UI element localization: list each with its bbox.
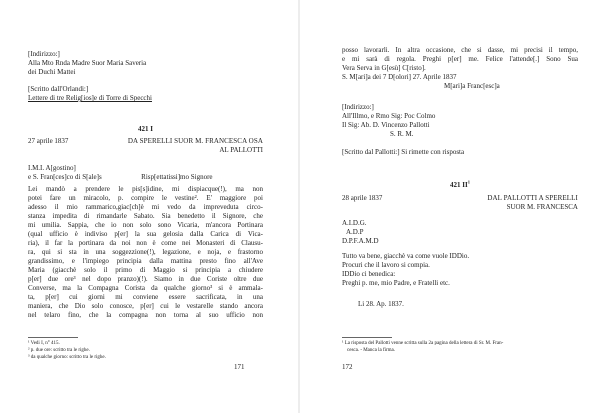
footnote: ² p. due ore: scritto tra le righe. <box>28 348 90 353</box>
invocation-line: I.M.I. A[gostino] <box>28 164 76 172</box>
page-number: 172 <box>342 363 353 371</box>
letter-body <box>28 185 263 320</box>
document-number-footnote-ref: 1 <box>467 179 470 185</box>
body-line: Maria (giacchè solo il primo di Maggio si principia a chiudere <box>28 266 263 274</box>
document-date: 27 aprile 1837 <box>28 137 69 145</box>
invocation-line: A.I.D.G. <box>342 219 367 227</box>
body-line: Procuri che il lavoro si compia. <box>342 261 430 269</box>
body-line: posso lavorarli. In altra occasione, che si dasse, mi precisi il tempo, <box>342 46 578 54</box>
body-line: maniera, che Dio solo conosce, p[er] cui le vestarelle stando ancora <box>28 302 263 310</box>
signoff-line: S. M[ari]a dei 7 D[olori] 27. Aprile 1837 <box>342 73 457 81</box>
letter-continuation <box>342 46 578 91</box>
footnote: cesca. - Manca la firma. <box>347 348 396 353</box>
invocation-line <box>28 173 263 182</box>
invocation-line: A.D.P <box>346 228 364 236</box>
footnote: ¹ La risposta del Pallotti venne scritta sulla 2a pagina della lettera di Sr. M. Fran- <box>342 341 504 346</box>
archive-label: [Scritto dall'Orlandi:] <box>28 85 89 93</box>
document-number: 421 I <box>138 125 153 133</box>
address-label: [Indirizzo:] <box>342 103 374 111</box>
footnotes <box>28 340 263 361</box>
body-line: IDDio ci benedica: <box>342 270 396 278</box>
invocation-line: D.P.F.A.M.D <box>342 237 379 245</box>
body-line: Tutto va bene, giacchè va come vuole IDDio. <box>342 252 470 260</box>
document-title-line2: SUOR M. FRANCESCA <box>506 203 578 211</box>
body-line: grandissimo, e l'impiego principia dalla mattina presto fino all'Ave <box>28 257 263 265</box>
document-date: 28 aprile 1837 <box>342 194 383 202</box>
footnotes <box>342 340 578 354</box>
archive-note-text: [Scritto dal Pallotti:] Si rimette con risposta <box>342 148 465 156</box>
footnote-divider <box>28 337 78 338</box>
body-line: Vera Serva in G[esù] C[risto]. <box>342 64 426 72</box>
document-title-line1: DA SPERELLI SUOR M. FRANCESCA OSA <box>127 137 263 145</box>
invocation <box>28 164 263 182</box>
archive-note <box>342 148 578 157</box>
document-heading <box>28 137 263 155</box>
right-page <box>300 0 599 413</box>
closing-line: Li 28. Ap. 1837. <box>358 300 404 308</box>
invocation <box>342 219 578 246</box>
address-line: S. R. M. <box>390 130 414 138</box>
signature: M[ari]a Franc[esc]a <box>444 82 500 90</box>
body-line: Lei mandò a prendere le pis[s]idine, mi dispiacque(!), ma non <box>28 185 263 193</box>
footnote-divider <box>342 337 392 338</box>
footnote: ³ da qualche giorno: scritto tra le righe. <box>28 355 106 360</box>
left-page <box>0 0 299 413</box>
address-block <box>342 103 578 139</box>
document-heading <box>342 194 578 212</box>
body-line: nel telaro fino, che la compagna non torna al suo ufficio non <box>28 311 263 319</box>
address-line: Il Sig: Ab. D. Vincenzo Pallotti <box>342 121 430 129</box>
address-line: Alla Mto Rnda Madre Suor Maria Saveria <box>28 59 147 67</box>
body-line: mi umilia. Sappia, che io non solo sono Vicaria, m'ancora Portinara <box>28 221 263 229</box>
body-line: (qual ufficio è indiviso p[er] la sua gelosia dalla Carica di Vica- <box>28 230 263 238</box>
salutation: Risp[ettatissi]mo Signore <box>141 173 213 181</box>
address-line: All'Illmo, e Rmo Sig: Poc Colmo <box>342 112 436 120</box>
document-title-line1: DAL PALLOTTI A SPERELLI <box>487 194 578 202</box>
closing-date <box>358 300 578 309</box>
body-line: stanza impedita di rimandarle Sabato. Sia benedetto il Signore, che <box>28 212 263 220</box>
body-line: Converse, ma la Compagna Corista da qualche giorno³ si è ammala- <box>28 284 263 292</box>
address-header <box>28 50 263 77</box>
body-line: potei fare un miracolo, p. compire le vestine². E' maggiore poi <box>28 194 263 202</box>
document-title-line2: AL PALLOTTI <box>219 146 263 154</box>
archive-note <box>28 85 263 103</box>
address-label: [Indirizzo:] <box>28 50 60 58</box>
body-line: p[er] due ore³ nel dopo pranzo)(!). Siamo in due Coriste oltre due <box>28 275 263 283</box>
archive-title: Lettere di tre Relig[ios]e di Torre di Specchi <box>28 94 152 102</box>
page-number: 171 <box>234 363 245 371</box>
body-line: ta, p[er] cui giorni mi conviene essere sacrificata, in una <box>28 293 263 301</box>
body-line: ria), il far la portinara da noi non è come nei Monasteri di Clausu- <box>28 239 263 247</box>
letter-body <box>342 252 578 288</box>
body-line: ra, qui si sta in una soggezzione(!), legazione, e noja, e frastorno <box>28 248 263 256</box>
footnote: ¹ Vedi I, n° 415. <box>28 341 60 346</box>
document-number <box>342 181 578 190</box>
body-line: Preghi p. me, mio Padre, e Fratelli etc. <box>342 279 450 287</box>
body-line: e mi sarà di regola. Preghi p[er] me. Felice l'attende[.] Sono Sua <box>342 55 578 63</box>
address-line: dei Duchi Mattei <box>28 68 76 76</box>
body-line: adesso il mio rammarico,giac[ch]è mi vedo da impreveduta circo- <box>28 203 263 211</box>
document-number-text: 421 II <box>450 181 468 189</box>
invocation-saint: e S. Fran[ces]co di S[ale]s <box>28 173 102 181</box>
